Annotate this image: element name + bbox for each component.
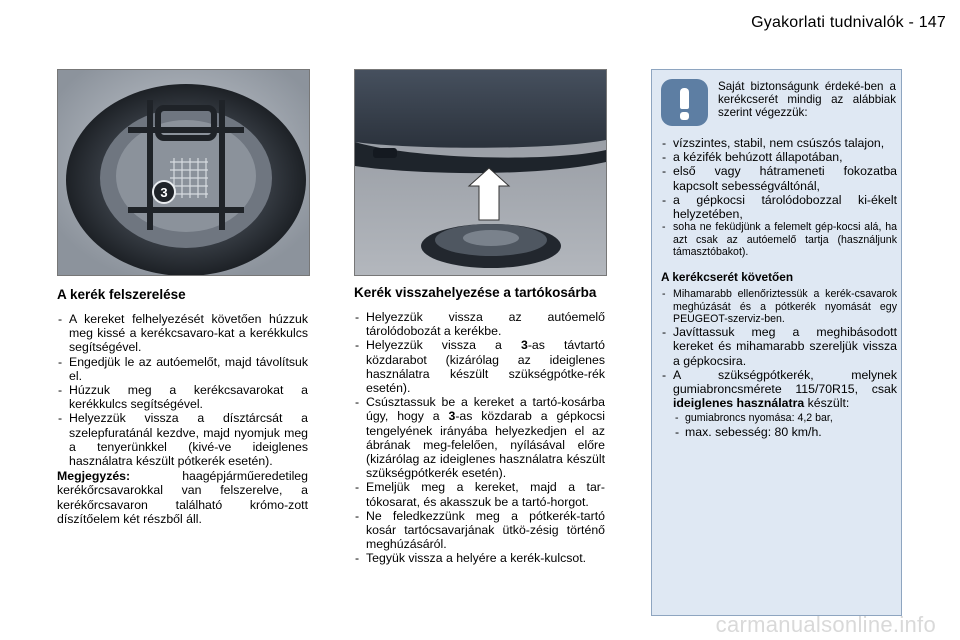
note-label: Megjegyzés: <box>57 469 131 484</box>
safety-info-box <box>651 69 902 616</box>
list-item: - vízszintes, stabil, nem csúszós talajon, <box>661 136 897 150</box>
watermark: carmanualsonline.info <box>715 612 936 637</box>
list-item: - A szükségpótkerék, melynek gumiabroncsmérete 115/70R15, csak ideiglenes használatra készült: - gumiabroncs nyomása: 4,2 bar, - max. sebesség: 80 km/h. <box>661 368 897 439</box>
fitting-steps-list <box>57 312 308 468</box>
list-item: - Ne feledkezzünk meg a pótkerék-tartó kosár tartócsavarjának ütkö-zésig történő meghúzásáról. <box>354 509 605 552</box>
list-item: - max. sebesség: 80 km/h. <box>673 425 897 439</box>
list-item: - Engedjük le az autóemelőt, majd távolítsuk el. <box>57 355 308 383</box>
safety-intro: Saját biztonságunk érdeké-ben a kerékcserét mindig az alábbiak szerint végezzük: <box>718 80 896 119</box>
list-item: - gumiabroncs nyomása: 4,2 bar, <box>673 412 897 424</box>
list-item: - a gépkocsi tárolódobozzal ki-ékelt helyzetében, <box>661 193 897 221</box>
safety-body <box>661 136 897 439</box>
column-stowing-wheel <box>354 285 605 566</box>
column-fitting-wheel <box>57 287 308 526</box>
section-heading-fitting: A kerék felszerelése <box>57 287 186 302</box>
list-item: - Csúsztassuk be a kereket a tartó-kosárba úgy, hogy a 3-as közdarab a gépkocsi tengelyének irányába helyezkedjen el az ábrának meg-felelően, nyílásával előre (kizárólag az ideiglenes használatra készült szükségpótkerék esetén). <box>354 395 605 480</box>
list-item: - Helyezzük vissza az autóemelő tárolódobozát a kerékbe. <box>354 310 605 338</box>
spare-wheel-specs <box>673 412 897 439</box>
list-item: - első vagy hátrameneti fokozatba kapcsolt sebességváltónál, <box>661 164 897 192</box>
page-header: Gyakorlati tudnivalók - 147 <box>751 14 946 31</box>
list-item: - soha ne feküdjünk a felemelt gép-kocsi alá, ha azt csak az autóemelő tartja (használjunk támasztóbakot). <box>661 221 897 258</box>
wheel-reinstall-illustration <box>355 70 606 275</box>
wheel-under-car-photo <box>354 69 607 276</box>
safety-conditions-list <box>661 136 897 258</box>
list-item: - Húzzuk meg a kerékcsavarokat a kerékkulcs segítségével. <box>57 383 308 411</box>
after-change-heading: A kerékcserét követően <box>661 270 794 285</box>
section-heading-stowing: Kerék visszahelyezése a tartókosárba <box>354 285 597 300</box>
list-item: - A kereket felhelyezését követően húzzuk meg kissé a kerékcsavaro-kat a kerékkulcs segítségével. <box>57 312 308 355</box>
note-text: haagépjárműeredetileg kerékőrcsavarokkal van felszerelve, a kerékőrcsavaron található krómo-zott díszítőelem két részből áll. <box>57 469 308 526</box>
list-item: - Javíttassuk meg a meghibásodott kereket és mihamarabb szereljük vissza a gépkocsira. <box>661 325 897 368</box>
note-paragraph <box>57 469 308 526</box>
spare-wheel-illustration <box>58 70 309 275</box>
list-item: - a kézifék behúzott állapotában, <box>661 150 897 164</box>
spare-wheel-photo <box>57 69 310 276</box>
list-item: - Emeljük meg a kereket, majd a tar-tókosarat, és akasszuk be a tartó-horgot. <box>354 480 605 508</box>
stowing-steps-list <box>354 310 605 566</box>
list-item: - Mihamarabb ellenőriztessük a kerék-csavarok meghúzását és a pótkerék nyomását egy PEUGEOT-szerviz-ben. <box>661 288 897 325</box>
exclamation-icon <box>661 79 708 126</box>
list-item: - Tegyük vissza a helyére a kerék-kulcsot. <box>354 551 605 565</box>
photo-callout-3: 3 <box>160 185 168 200</box>
after-change-list <box>661 288 897 439</box>
list-item: - Helyezzük vissza a dísztárcsát a szelepfuratánál kezdve, majd nyomjuk meg a tenyerünkkel (kivé-ve ideiglenes használatra készült pótkerék esetén). <box>57 411 308 468</box>
list-item: - Helyezzük vissza a 3-as távtartó közdarabot (kizárólag az ideiglenes használatra készült szükségpótke-rék esetén). <box>354 338 605 395</box>
